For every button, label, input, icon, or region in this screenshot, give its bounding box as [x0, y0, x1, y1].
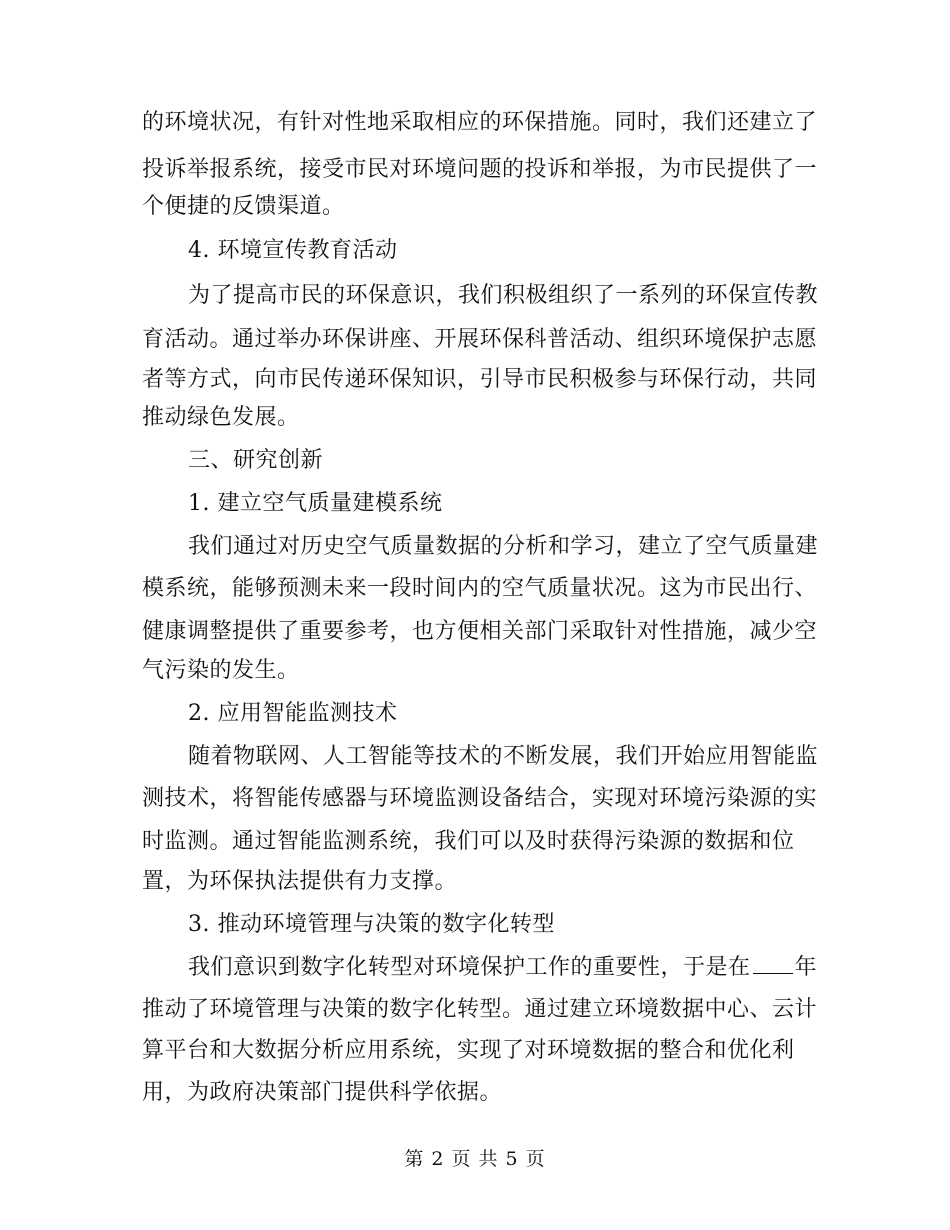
section-heading: 3. 推动环境管理与决策的数字化转型 [188, 912, 555, 937]
paragraph-line: 推动绿色发展。 [142, 405, 300, 430]
paragraph-line: 的环境状况，有针对性地采取相应的环保措施。同时，我们还建立了 [142, 110, 818, 135]
paragraph-line: 投诉举报系统，接受市民对环境问题的投诉和举报，为市民提供了一 [142, 157, 818, 182]
paragraph-line: 用，为政府决策部门提供科学依据。 [142, 1080, 503, 1105]
paragraph-line: 者等方式，向市民传递环保知识，引导市民积极参与环保行动，共同 [142, 367, 818, 392]
section-heading: 4. 环境宣传教育活动 [188, 238, 398, 263]
paragraph-line: 为了提高市民的环保意识，我们积极组织了一系列的环保宣传教 [188, 283, 819, 308]
paragraph-line: 测技术，将智能传感器与环境监测设备结合，实现对环境污染源的实 [142, 786, 818, 811]
section-heading: 1. 建立空气质量建模系统 [188, 491, 443, 516]
paragraph-line: 时监测。通过智能监测系统，我们可以及时获得污染源的数据和位 [142, 829, 795, 854]
paragraph-line: 随着物联网、人工智能等技术的不断发展，我们开始应用智能监 [188, 744, 819, 769]
paragraph-text: 年 [794, 955, 818, 980]
paragraph-line: 个便捷的反馈渠道。 [142, 194, 345, 219]
paragraph-line: 健康调整提供了重要参考，也方便相关部门采取针对性措施，减少空 [142, 619, 818, 644]
paragraph-line: 气污染的发生。 [142, 658, 300, 683]
paragraph-line: 推动了环境管理与决策的数字化转型。通过建立环境数据中心、云计 [142, 997, 818, 1022]
paragraph-line: 模系统，能够预测未来一段时间内的空气质量状况。这为市民出行、 [142, 576, 818, 601]
paragraph-line: 我们通过对历史空气质量数据的分析和学习，建立了空气质量建 [188, 534, 819, 559]
paragraph-line: 育活动。通过举办环保讲座、开展环保科普活动、组织环境保护志愿 [142, 327, 818, 352]
section-heading: 2. 应用智能监测技术 [188, 701, 398, 726]
paragraph-line: 置，为环保执法提供有力支撑。 [142, 869, 458, 894]
page-footer: 第 2 页 共 5 页 [404, 1148, 546, 1170]
paragraph-line [188, 953, 817, 983]
paragraph-text: 我们意识到数字化转型对环境保护工作的重要性，于是在 [188, 955, 751, 980]
fill-in-blank [753, 955, 793, 974]
chapter-heading: 三、研究创新 [188, 448, 324, 473]
paragraph-line: 算平台和大数据分析应用系统，实现了对环境数据的整合和优化利 [142, 1038, 795, 1063]
